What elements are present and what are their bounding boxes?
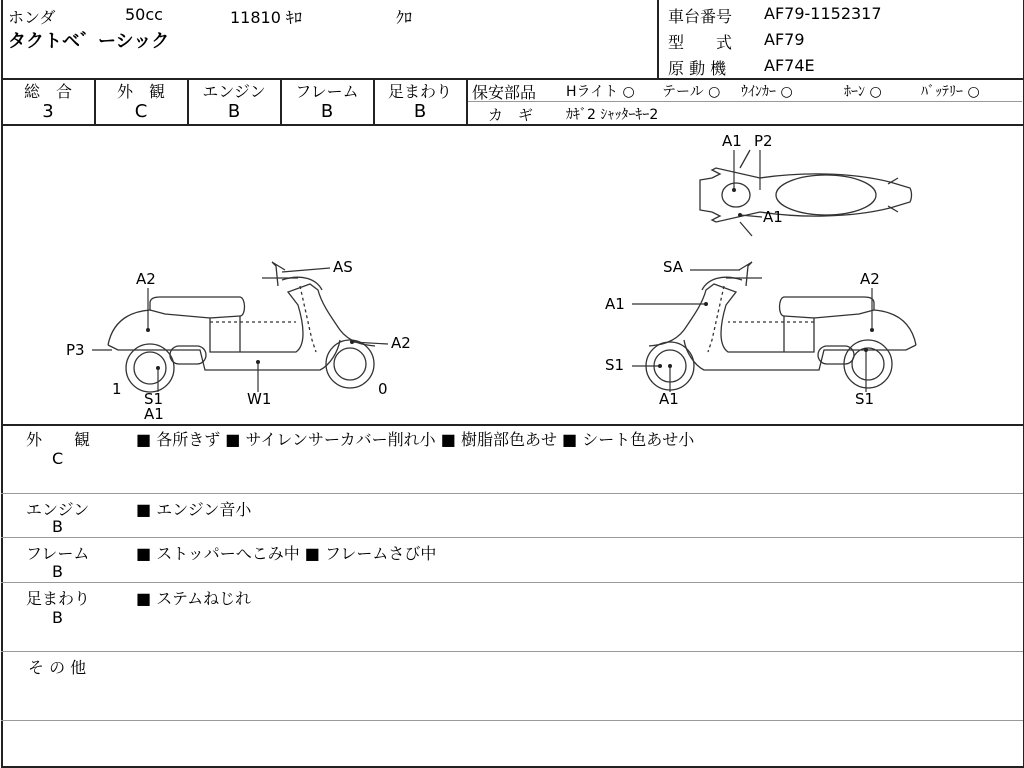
divider-remark-4 [1, 651, 1023, 652]
remark-suspension-text: ■ ステムねじれ [136, 589, 252, 608]
type-value: AF79 [764, 30, 805, 49]
divider-remark-3 [1, 582, 1023, 583]
part-taillight: テール ○ [662, 84, 721, 100]
label-right-SA: SA [663, 258, 684, 276]
grade-engine-label: エンジン [202, 82, 266, 101]
grade-exterior-label: 外 観 [116, 82, 165, 101]
label-left-A2-right: A2 [391, 334, 411, 352]
part-headlight: Hライト ○ [566, 84, 635, 100]
model-name: タクトベ゛ーシック [8, 31, 170, 52]
scooter-diagram [0, 126, 1024, 423]
label-left-1: 1 [112, 380, 122, 398]
remark-frame-grade: B [52, 562, 63, 581]
key-label: カ ギ [488, 106, 534, 124]
remark-engine-grade: B [52, 517, 63, 536]
label-left-P3: P3 [66, 341, 85, 359]
maker: ホンダ [8, 8, 56, 27]
remark-suspension-label: 足まわり [26, 589, 91, 608]
parts-title: 保安部品 [472, 83, 537, 102]
part-horn: ﾎｰﾝ ○ [844, 84, 882, 100]
engine-value: AF74E [764, 56, 815, 75]
label-right-S1-left: S1 [605, 356, 625, 374]
label-top-A1-lower: A1 [763, 208, 783, 226]
part-battery: ﾊﾞｯﾃﾘｰ ○ [921, 84, 980, 100]
label-left-0: 0 [378, 380, 388, 398]
frame-no: AF79-1152317 [764, 4, 882, 23]
engine-label: 原 動 機 [668, 59, 727, 78]
divider-frame-info [657, 0, 659, 78]
remark-frame-label: フレーム [26, 544, 90, 563]
grade-frame-label: フレーム [295, 82, 359, 101]
label-left-AS: AS [333, 258, 353, 276]
grade-exterior-value: C [134, 101, 148, 122]
grade-total-value: 3 [42, 101, 54, 122]
frame-no-label: 車台番号 [668, 7, 733, 26]
remark-exterior-label: 外 観 [26, 430, 91, 449]
type-label: 型 式 [668, 33, 733, 52]
label-right-A1-bottom: A1 [659, 390, 679, 408]
label-top-A1: A1 [722, 132, 742, 150]
grade-engine-value: B [227, 101, 241, 122]
label-left-A2-top: A2 [136, 270, 156, 288]
remark-engine-text: ■ エンジン音小 [136, 500, 252, 519]
label-left-A1: A1 [144, 405, 164, 423]
divider-diagram [1, 424, 1023, 426]
grade-suspension-label: 足まわり [387, 82, 452, 101]
divider-remark-2 [1, 537, 1023, 538]
remark-other-label: そ の 他 [28, 658, 87, 677]
key-value: ｶｷﾞ2 ｼｬｯﾀｰｷｰ2 [566, 107, 659, 123]
remark-exterior-grade: C [52, 449, 64, 468]
remark-suspension-grade: B [52, 608, 63, 627]
divider-parts [468, 101, 1022, 102]
label-left-W1: W1 [247, 390, 272, 408]
remark-engine-label: エンジン [26, 500, 90, 519]
label-right-S1-right: S1 [855, 390, 875, 408]
color: ｸﾛ [396, 8, 413, 27]
divider-remark-5 [1, 720, 1023, 721]
label-right-A2: A2 [860, 270, 880, 288]
grade-total-label: 総 合 [23, 82, 72, 101]
grade-suspension-value: B [413, 101, 427, 122]
label-top-P2: P2 [754, 132, 773, 150]
scooter-top-outline [700, 150, 912, 236]
mileage: 11810 ｷﾛ [230, 8, 302, 27]
label-right-A1-mid: A1 [605, 295, 625, 313]
label-left-S1: S1 [144, 390, 164, 408]
part-winker: ｳｲﾝｶｰ ○ [741, 84, 793, 100]
divider-remark-1 [1, 493, 1023, 494]
grade-frame-value: B [320, 101, 334, 122]
displacement: 50cc [125, 5, 163, 24]
remark-exterior-text: ■ 各所きず ■ サイレンサーカバー削れ小 ■ 樹脂部色あせ ■ シート色あせ小 [136, 430, 695, 449]
remark-frame-text: ■ ストッパーへこみ中 ■ フレームさび中 [136, 544, 437, 563]
